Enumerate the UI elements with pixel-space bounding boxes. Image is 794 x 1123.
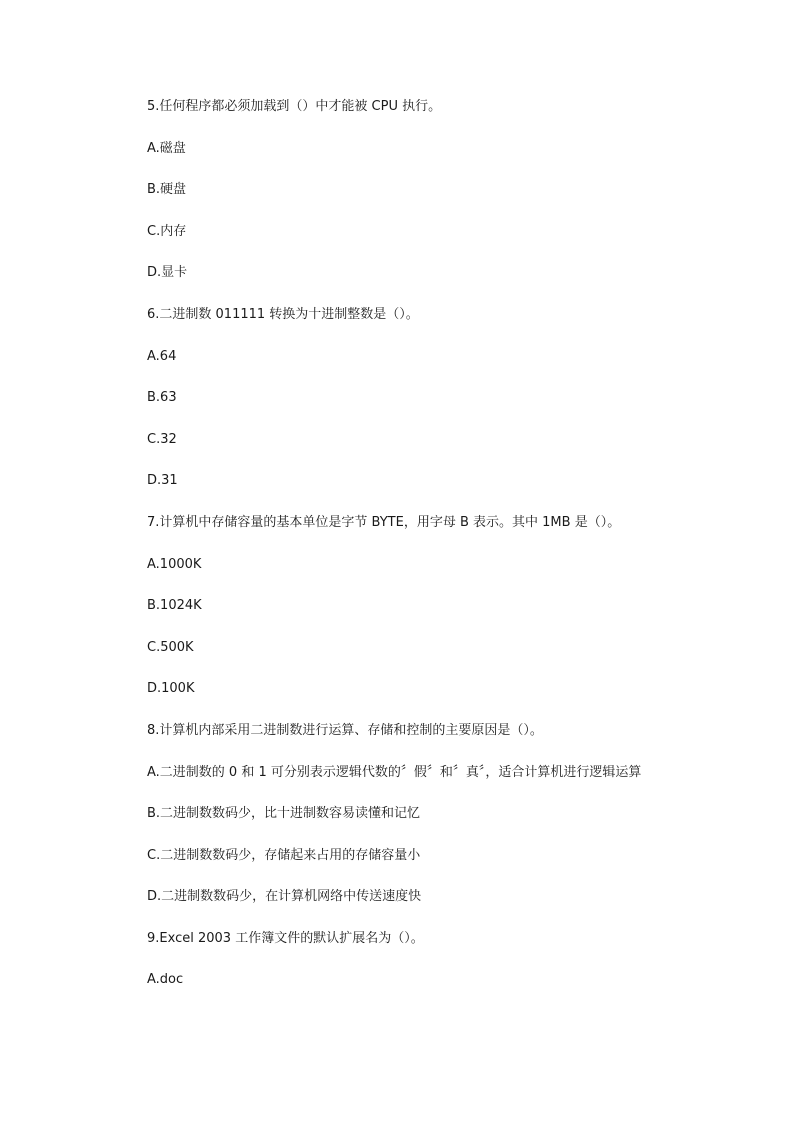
question-6-option-b: B.63 [147, 390, 177, 406]
question-9: 9.Excel 2003 工作簿文件的默认扩展名为（）。 [147, 930, 424, 946]
question-7-option-a: A.1000K [147, 556, 202, 572]
question-8-option-c: C.二进制数数码少，存储起来占用的存储容量小 [147, 847, 421, 863]
question-8-option-b: B.二进制数数码少，比十进制数容易读懂和记忆 [147, 806, 421, 822]
question-7: 7.计算机中存储容量的基本单位是字节 BYTE，用字母 B 表示。其中 1MB 是（）。 [147, 514, 621, 530]
question-6-option-c: C.32 [147, 431, 177, 447]
question-6-option-d: D.31 [147, 473, 178, 489]
question-6-option-a: A.64 [147, 348, 177, 364]
question-5-option-c: C.内存 [147, 223, 187, 239]
question-7-option-d: D.100K [147, 681, 195, 697]
question-5-option-d: D.显卡 [147, 265, 188, 281]
question-7-option-c: C.500K [147, 639, 194, 655]
question-8-option-a: A.二进制数的 0 和 1 可分别表示逻辑代数的〞假〞和〞真〞，适合计算机进行逻辑运算 [147, 764, 642, 780]
question-6: 6.二进制数 011111 转换为十进制整数是（）。 [147, 306, 419, 322]
question-5: 5.任何程序都必须加载到（）中才能被 CPU 执行。 [147, 99, 442, 114]
question-9-option-a: A.doc [147, 972, 184, 988]
document-content [147, 98, 707, 1013]
question-5-option-a: A.磁盘 [147, 140, 186, 156]
question-5-option-b: B.硬盘 [147, 182, 187, 198]
question-7-option-b: B.1024K [147, 598, 202, 614]
question-8-option-d: D.二进制数数码少，在计算机网络中传送速度快 [147, 889, 422, 905]
question-8: 8.计算机内部采用二进制数进行运算、存储和控制的主要原因是（）。 [147, 722, 543, 738]
